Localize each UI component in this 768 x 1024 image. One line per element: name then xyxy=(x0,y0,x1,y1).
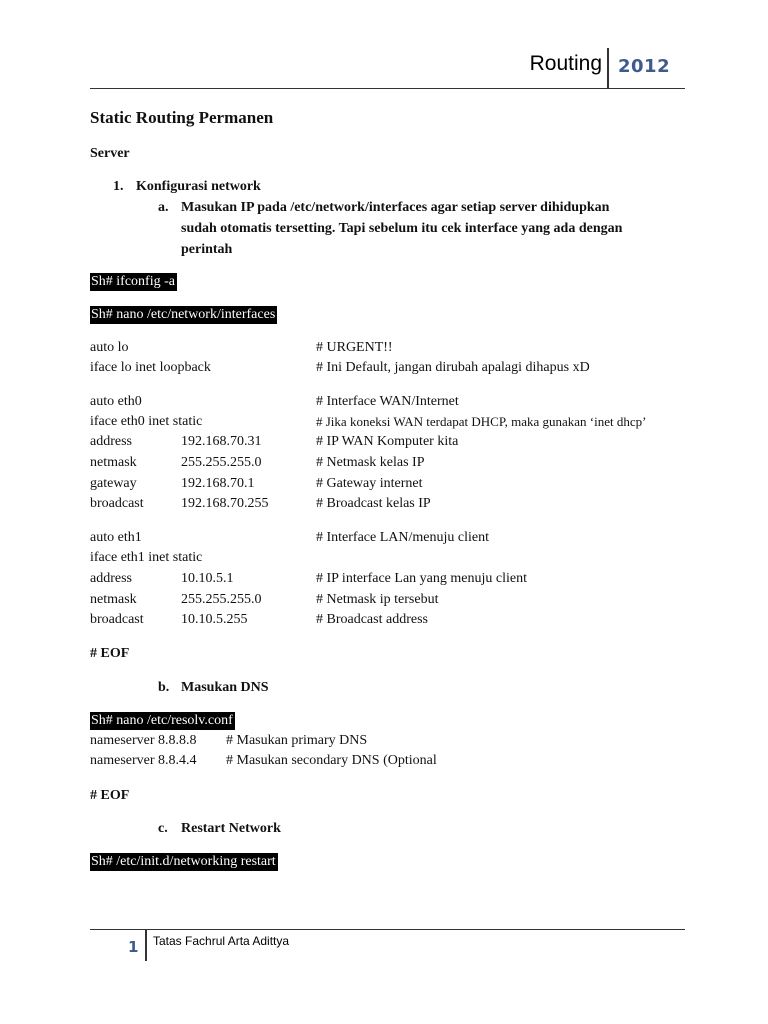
footer-rule xyxy=(90,929,685,930)
item-b-letter: b. xyxy=(158,680,170,695)
header-divider xyxy=(607,48,609,88)
config-value: 255.255.255.0 xyxy=(181,592,262,607)
config-comment: # Netmask ip tersebut xyxy=(316,592,439,607)
eof-marker: # EOF xyxy=(90,646,130,661)
config-left: auto eth1 xyxy=(90,530,142,545)
dns-line: nameserver 8.8.4.4 xyxy=(90,753,197,768)
config-comment: # Gateway internet xyxy=(316,476,423,491)
config-comment: # IP WAN Komputer kita xyxy=(316,434,459,449)
config-comment: # Broadcast kelas IP xyxy=(316,496,431,511)
config-left: iface eth0 inet static xyxy=(90,414,203,429)
config-comment: # Interface LAN/menuju client xyxy=(316,530,489,545)
section-title: Server xyxy=(90,146,130,161)
command-ifconfig: Sh# ifconfig -a xyxy=(91,274,175,289)
config-left: broadcast xyxy=(90,612,144,627)
config-left: broadcast xyxy=(90,496,144,511)
config-value: 192.168.70.255 xyxy=(181,496,269,511)
config-comment: # Jika koneksi WAN terdapat DHCP, maka gunakan ‘inet dhcp’ xyxy=(316,414,647,429)
item-c-letter: c. xyxy=(158,821,168,836)
config-comment: # Ini Default, jangan dirubah apalagi dihapus xD xyxy=(316,360,590,375)
config-left: iface lo inet loopback xyxy=(90,360,211,375)
config-comment: # IP interface Lan yang menuju client xyxy=(316,571,527,586)
item-b-label: Masukan DNS xyxy=(181,680,269,695)
config-value: 192.168.70.1 xyxy=(181,476,255,491)
config-value: 255.255.255.0 xyxy=(181,455,262,470)
config-left: auto lo xyxy=(90,340,129,355)
config-left: netmask xyxy=(90,592,137,607)
config-left: netmask xyxy=(90,455,137,470)
command-nano-interfaces: Sh# nano /etc/network/interfaces xyxy=(91,307,276,322)
config-comment: # Netmask kelas IP xyxy=(316,455,425,470)
item-a-letter: a. xyxy=(158,200,169,215)
item-1-label: Konfigurasi network xyxy=(136,179,261,194)
header-year: 2012 xyxy=(618,56,671,77)
page-number: 1 xyxy=(128,938,139,956)
item-a-line-1: Masukan IP pada /etc/network/interfaces agar setiap server dihidupkan xyxy=(181,200,610,215)
dns-line: nameserver 8.8.8.8 xyxy=(90,733,197,748)
footer-divider xyxy=(145,929,147,961)
item-a-line-3: perintah xyxy=(181,242,233,257)
command-restart-network: Sh# /etc/init.d/networking restart xyxy=(91,854,276,869)
dns-comment: # Masukan secondary DNS (Optional xyxy=(226,753,437,768)
dns-comment: # Masukan primary DNS xyxy=(226,733,368,748)
command-nano-resolv: Sh# nano /etc/resolv.conf xyxy=(91,713,233,728)
config-left: address xyxy=(90,571,132,586)
footer-author: Tatas Fachrul Arta Adittya xyxy=(153,934,290,948)
config-comment: # Broadcast address xyxy=(316,612,428,627)
config-comment: # Interface WAN/Internet xyxy=(316,394,459,409)
item-1-number: 1. xyxy=(113,179,124,194)
item-a-line-2: sudah otomatis tersetting. Tapi sebelum itu cek interface yang ada dengan xyxy=(181,221,623,236)
config-value: 192.168.70.31 xyxy=(181,434,262,449)
config-left: address xyxy=(90,434,132,449)
item-c-label: Restart Network xyxy=(181,821,281,836)
header-rule xyxy=(90,88,685,89)
config-value: 10.10.5.255 xyxy=(181,612,248,627)
config-value: 10.10.5.1 xyxy=(181,571,234,586)
config-left: iface eth1 inet static xyxy=(90,550,203,565)
eof-marker: # EOF xyxy=(90,788,130,803)
header-title: Routing xyxy=(529,52,602,75)
page-title: Static Routing Permanen xyxy=(90,108,274,127)
config-left: auto eth0 xyxy=(90,394,142,409)
config-left: gateway xyxy=(90,476,137,491)
config-comment: # URGENT!! xyxy=(316,340,393,355)
